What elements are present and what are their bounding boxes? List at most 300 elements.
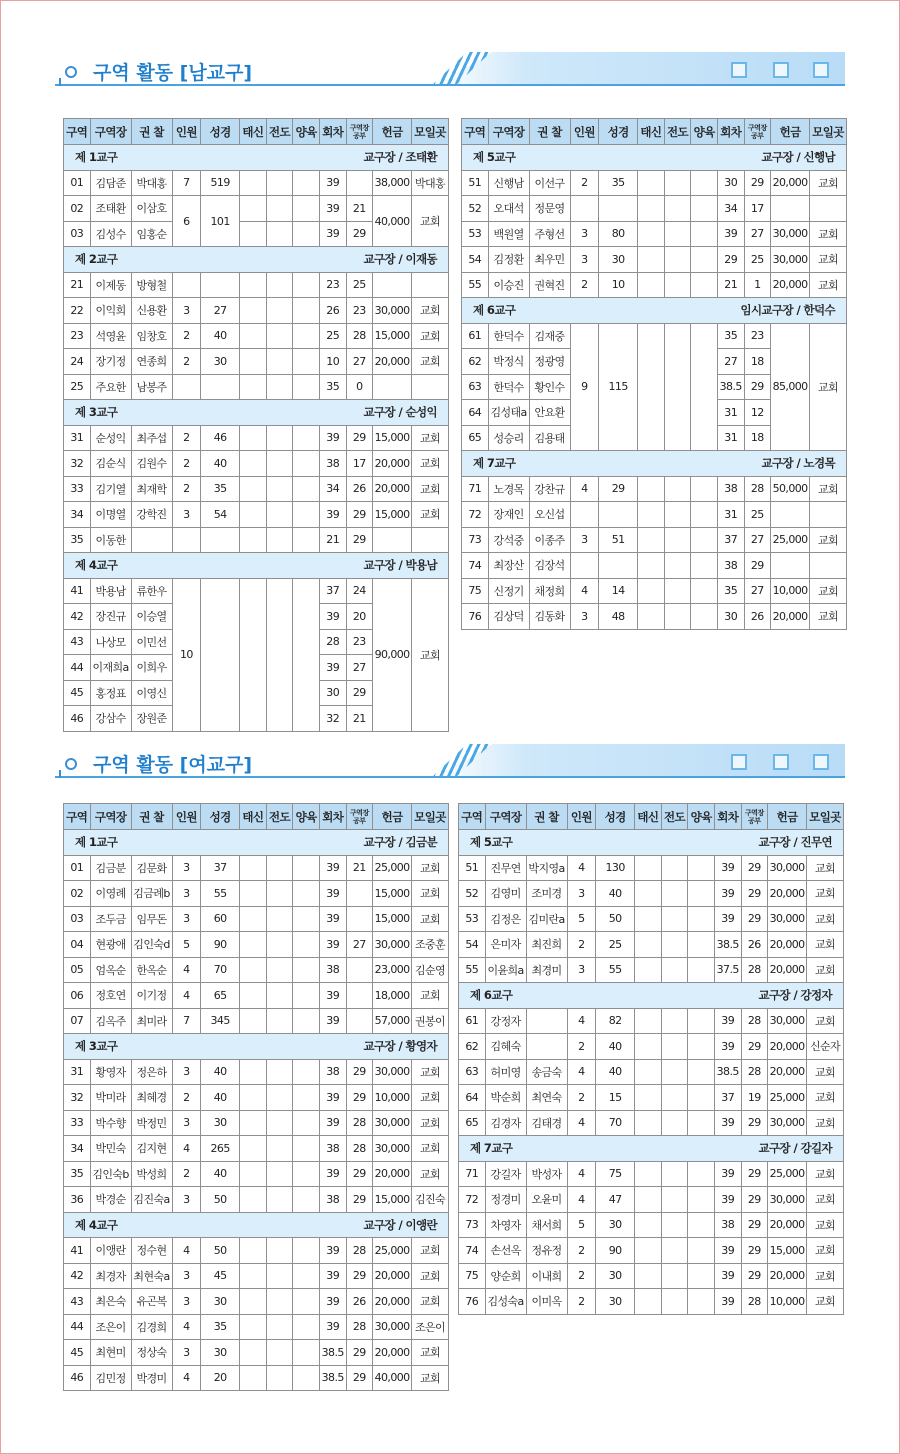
cell-helper: 안요환 <box>529 400 570 426</box>
table-row <box>64 196 449 222</box>
cell-bible: 40 <box>201 451 240 477</box>
cell-leader-study: 29 <box>741 906 768 932</box>
cell-district-no: 64 <box>462 400 489 426</box>
cell-members: 2 <box>172 323 201 349</box>
cell-leader: 조태환 <box>90 196 131 222</box>
cell-leader-study: 19 <box>741 1085 768 1111</box>
cell-evangelism <box>266 1289 293 1315</box>
cell-leader: 박민숙 <box>90 1136 131 1162</box>
cell-offering: 10,000 <box>771 578 810 604</box>
cell-helper: 임창호 <box>131 323 172 349</box>
cell-evangelism <box>661 932 688 958</box>
cell-leader-study: 17 <box>744 196 771 222</box>
column-header-sessions: 회차 <box>717 119 744 145</box>
cell-sessions: 39 <box>319 1314 346 1340</box>
cell-leader: 주요한 <box>90 374 131 400</box>
cell-sessions: 38 <box>319 1059 346 1085</box>
cell-bible <box>201 374 240 400</box>
cell-helper: 정은하 <box>131 1059 172 1085</box>
cell-evangelism <box>266 425 293 451</box>
table-row <box>462 247 847 273</box>
cell-leader: 박수향 <box>90 1110 131 1136</box>
cell-nurture <box>293 221 320 247</box>
column-header-sessions: 회차 <box>319 804 346 830</box>
cell-bible: 30 <box>201 349 240 375</box>
cell-offering: 20,000 <box>771 272 810 298</box>
cell-bible <box>599 502 638 528</box>
cell-leader: 백원열 <box>488 221 529 247</box>
cell-taesin <box>240 527 267 553</box>
cell-sessions: 39 <box>714 855 741 881</box>
group-cell <box>64 1034 449 1060</box>
cell-district-no: 31 <box>64 425 91 451</box>
cell-helper: 김태경 <box>526 1110 567 1136</box>
group-cell <box>459 830 844 856</box>
cell-taesin <box>240 957 267 983</box>
cell-sessions: 39 <box>714 881 741 907</box>
cell-offering: 20,000 <box>373 1289 412 1315</box>
cell-leader-study: 29 <box>744 170 771 196</box>
cell-members: 3 <box>172 1187 201 1213</box>
cell-leader: 이윤희a <box>485 957 526 983</box>
group-name: 제 4교구 <box>75 558 118 573</box>
column-header-district-no: 구역 <box>462 119 489 145</box>
cell-taesin <box>240 374 267 400</box>
table-row <box>64 1059 449 1085</box>
square-icon <box>813 754 829 770</box>
cell-district-no: 35 <box>64 1161 91 1187</box>
cell-members: 2 <box>570 272 599 298</box>
cell-meeting-place: 교회 <box>810 247 847 273</box>
cell-taesin <box>638 196 665 222</box>
cell-leader-study: 27 <box>744 527 771 553</box>
cell-district-no: 74 <box>462 553 489 579</box>
cell-meeting-place: 교회 <box>810 272 847 298</box>
group-cell <box>64 553 449 579</box>
cell-leader: 조은이 <box>90 1314 131 1340</box>
cell-district-no: 44 <box>64 655 91 681</box>
column-header-nurture: 양육 <box>688 804 715 830</box>
cell-sessions: 10 <box>319 349 346 375</box>
cell-district-no: 51 <box>462 170 489 196</box>
cell-district-no: 62 <box>462 349 489 375</box>
table-row <box>64 1110 449 1136</box>
cell-offering: 30,000 <box>771 221 810 247</box>
cell-bible: 40 <box>596 1059 635 1085</box>
cell-nurture <box>293 323 320 349</box>
cell-bible: 50 <box>596 906 635 932</box>
cell-leader: 김경자 <box>485 1110 526 1136</box>
cell-district-no: 45 <box>64 1340 91 1366</box>
cell-meeting-place: 교회 <box>810 170 847 196</box>
cell-meeting-place: 교회 <box>412 1110 449 1136</box>
cell-leader-study: 18 <box>744 349 771 375</box>
cell-helper: 조미경 <box>526 881 567 907</box>
district-table-men-left <box>63 118 449 732</box>
table-row <box>64 1161 449 1187</box>
table-row <box>64 502 449 528</box>
cell-offering: 30,000 <box>373 298 412 324</box>
cell-bible: 30 <box>201 1340 240 1366</box>
cell-leader: 조두금 <box>90 906 131 932</box>
cell-leader: 김민정 <box>90 1365 131 1391</box>
cell-nurture <box>293 298 320 324</box>
cell-district-no: 45 <box>64 680 91 706</box>
cell-meeting-place: 교회 <box>412 1340 449 1366</box>
cell-evangelism <box>664 604 691 630</box>
cell-sessions: 38.5 <box>714 1059 741 1085</box>
cell-leader: 이승진 <box>488 272 529 298</box>
cell-taesin <box>240 451 267 477</box>
cell-leader-study: 28 <box>741 1059 768 1085</box>
square-icon <box>773 62 789 78</box>
group-name: 제 6교구 <box>470 988 513 1003</box>
group-cell <box>64 145 449 171</box>
column-header-evangelism: 전도 <box>664 119 691 145</box>
group-name: 제 1교구 <box>75 835 118 850</box>
column-header-taesin: 태신 <box>240 119 267 145</box>
cell-evangelism <box>661 906 688 932</box>
cell-nurture <box>293 170 320 196</box>
cell-district-no: 01 <box>64 170 91 196</box>
cell-members: 3 <box>172 1340 201 1366</box>
cell-meeting-place: 교회 <box>807 1289 844 1315</box>
cell-meeting-place: 교회 <box>412 1263 449 1289</box>
district-table-women-right <box>458 803 844 1315</box>
cell-sessions: 38.5 <box>319 1365 346 1391</box>
cell-sessions: 30 <box>717 170 744 196</box>
cell-helper: 김용태 <box>529 425 570 451</box>
cell-leader: 신행남 <box>488 170 529 196</box>
cell-sessions: 39 <box>319 906 346 932</box>
cell-evangelism <box>266 578 293 731</box>
cell-district-no: 53 <box>459 906 486 932</box>
cell-helper: 이기정 <box>131 983 172 1009</box>
district-table-men-right <box>461 118 847 630</box>
column-header-members: 인원 <box>172 804 201 830</box>
group-leader: 교구장 / 노경목 <box>761 456 835 471</box>
cell-leader: 이제동 <box>90 272 131 298</box>
cell-members: 2 <box>567 1263 596 1289</box>
cell-taesin <box>240 476 267 502</box>
cell-members: 4 <box>172 1365 201 1391</box>
cell-offering: 85,000 <box>771 323 810 451</box>
cell-meeting-place: 조은이 <box>412 1314 449 1340</box>
cell-nurture <box>691 272 718 298</box>
cell-taesin <box>240 272 267 298</box>
cell-leader-study: 1 <box>744 272 771 298</box>
cell-helper: 권혁진 <box>529 272 570 298</box>
cell-leader: 김혜숙 <box>485 1034 526 1060</box>
cell-members: 3 <box>172 298 201 324</box>
cell-nurture <box>293 374 320 400</box>
cell-meeting-place <box>810 502 847 528</box>
cell-sessions: 35 <box>717 578 744 604</box>
district-group-header <box>462 451 847 477</box>
cell-offering: 15,000 <box>373 881 412 907</box>
cell-taesin <box>635 1085 662 1111</box>
cell-taesin <box>638 323 665 451</box>
cell-offering: 20,000 <box>771 170 810 196</box>
cell-nurture <box>293 502 320 528</box>
cell-district-no: 42 <box>64 604 91 630</box>
cell-evangelism <box>266 221 293 247</box>
cell-offering: 30,000 <box>373 1136 412 1162</box>
cell-sessions: 37 <box>319 578 346 604</box>
cell-leader-study: 28 <box>346 1110 373 1136</box>
cell-sessions: 39 <box>319 1110 346 1136</box>
cell-members: 3 <box>567 957 596 983</box>
cell-offering: 10,000 <box>373 1085 412 1111</box>
cell-offering: 30,000 <box>373 1314 412 1340</box>
column-header-taesin: 태신 <box>638 119 665 145</box>
cell-leader: 박미라 <box>90 1085 131 1111</box>
group-name: 제 5교구 <box>470 835 513 850</box>
table-row <box>64 170 449 196</box>
cell-taesin <box>635 1008 662 1034</box>
cell-sessions: 32 <box>319 706 346 732</box>
cell-bible: 35 <box>201 476 240 502</box>
group-leader: 임시교구장 / 한덕수 <box>740 303 835 318</box>
section-title: 구역 활동 [여교구] <box>93 754 253 776</box>
cell-offering: 30,000 <box>768 1187 807 1213</box>
cell-members: 7 <box>172 1008 201 1034</box>
cell-evangelism <box>266 881 293 907</box>
group-cell <box>459 1136 844 1162</box>
group-leader: 교구장 / 이앵란 <box>363 1217 437 1232</box>
cell-bible: 90 <box>201 932 240 958</box>
cell-meeting-place: 교회 <box>807 1187 844 1213</box>
cell-nurture <box>688 932 715 958</box>
cell-district-no: 46 <box>64 1365 91 1391</box>
cell-evangelism <box>661 957 688 983</box>
cell-district-no: 34 <box>64 1136 91 1162</box>
cell-sessions: 39 <box>319 502 346 528</box>
cell-leader-study: 25 <box>744 502 771 528</box>
cell-nurture <box>293 1340 320 1366</box>
cell-leader-study: 27 <box>346 349 373 375</box>
cell-offering: 20,000 <box>373 1340 412 1366</box>
table-row <box>459 1034 844 1060</box>
cell-evangelism <box>664 272 691 298</box>
cell-evangelism <box>664 170 691 196</box>
cell-offering: 25,000 <box>373 1238 412 1264</box>
cell-members: 2 <box>567 1289 596 1315</box>
cell-bible: 55 <box>596 957 635 983</box>
cell-leader-study <box>346 957 373 983</box>
cell-district-no: 43 <box>64 629 91 655</box>
cell-meeting-place: 교회 <box>412 502 449 528</box>
cell-leader: 이익희 <box>90 298 131 324</box>
cell-helper: 오신섭 <box>529 502 570 528</box>
cell-leader-study: 27 <box>744 578 771 604</box>
cell-members: 5 <box>567 906 596 932</box>
cell-taesin <box>240 323 267 349</box>
cell-leader: 장기정 <box>90 349 131 375</box>
cell-nurture <box>688 855 715 881</box>
table-row <box>64 298 449 324</box>
cell-helper: 한옥순 <box>131 957 172 983</box>
cell-leader: 현광애 <box>90 932 131 958</box>
cell-sessions: 39 <box>319 1238 346 1264</box>
cell-leader-study: 29 <box>744 553 771 579</box>
cell-offering: 40,000 <box>373 196 412 247</box>
cell-meeting-place: 교회 <box>810 323 847 451</box>
cell-offering: 20,000 <box>373 1161 412 1187</box>
cell-nurture <box>688 881 715 907</box>
cell-meeting-place: 교회 <box>810 578 847 604</box>
cell-helper: 정광영 <box>529 349 570 375</box>
cell-district-no: 02 <box>64 881 91 907</box>
cell-helper: 최진희 <box>526 932 567 958</box>
cell-evangelism <box>664 553 691 579</box>
cell-meeting-place: 교회 <box>412 1059 449 1085</box>
cell-leader-study: 17 <box>346 451 373 477</box>
cell-leader: 정경미 <box>485 1187 526 1213</box>
cell-district-no: 33 <box>64 476 91 502</box>
cell-sessions: 31 <box>717 425 744 451</box>
cell-members: 4 <box>172 983 201 1009</box>
cell-district-no: 41 <box>64 1238 91 1264</box>
cell-leader: 성승리 <box>488 425 529 451</box>
cell-bible: 15 <box>596 1085 635 1111</box>
cell-district-no: 52 <box>459 881 486 907</box>
cell-nurture <box>688 906 715 932</box>
cell-members: 2 <box>172 1161 201 1187</box>
table-row <box>459 1263 844 1289</box>
cell-district-no: 55 <box>462 272 489 298</box>
cell-taesin <box>240 983 267 1009</box>
cell-bible: 46 <box>201 425 240 451</box>
table-row <box>64 1008 449 1034</box>
cell-meeting-place: 교회 <box>807 1110 844 1136</box>
cell-district-no: 63 <box>462 374 489 400</box>
cell-bible: 65 <box>201 983 240 1009</box>
table-row <box>64 1263 449 1289</box>
cell-sessions: 39 <box>319 425 346 451</box>
table-row <box>64 1289 449 1315</box>
table-row <box>459 1110 844 1136</box>
cell-meeting-place: 교회 <box>807 1161 844 1187</box>
cell-offering: 30,000 <box>373 932 412 958</box>
cell-sessions: 39 <box>714 1238 741 1264</box>
cell-leader: 김성태a <box>488 400 529 426</box>
table-row <box>64 1187 449 1213</box>
cell-leader: 양순희 <box>485 1263 526 1289</box>
cell-helper: 이영신 <box>131 680 172 706</box>
cell-taesin <box>635 1059 662 1085</box>
group-cell <box>462 298 847 324</box>
cell-district-no: 52 <box>462 196 489 222</box>
cell-members: 2 <box>570 170 599 196</box>
table-row <box>459 1161 844 1187</box>
cell-helper: 김장석 <box>529 553 570 579</box>
cell-bible <box>599 196 638 222</box>
cell-leader: 강길자 <box>485 1161 526 1187</box>
cell-members: 4 <box>567 1008 596 1034</box>
cell-leader-study: 24 <box>346 578 373 604</box>
cell-nurture <box>691 196 718 222</box>
column-header-leader: 구역장 <box>488 119 529 145</box>
cell-leader-study <box>346 881 373 907</box>
cell-evangelism <box>664 323 691 451</box>
cell-members: 4 <box>567 1161 596 1187</box>
table-row <box>462 527 847 553</box>
column-header-leader: 구역장 <box>90 119 131 145</box>
cell-district-no: 03 <box>64 221 91 247</box>
cell-bible: 50 <box>201 1238 240 1264</box>
cell-sessions: 38 <box>714 1212 741 1238</box>
cell-members <box>570 196 599 222</box>
cell-nurture <box>293 957 320 983</box>
cell-evangelism <box>661 1008 688 1034</box>
cell-leader-study: 23 <box>346 629 373 655</box>
cell-helper: 이승열 <box>131 604 172 630</box>
cell-offering: 20,000 <box>373 476 412 502</box>
cell-nurture <box>293 932 320 958</box>
table-row <box>64 1365 449 1391</box>
cell-members: 10 <box>172 578 201 731</box>
cell-evangelism <box>664 578 691 604</box>
table-row <box>64 374 449 400</box>
cell-helper: 최미라 <box>131 1008 172 1034</box>
cell-members: 2 <box>567 1238 596 1264</box>
cell-leader-study: 29 <box>741 1161 768 1187</box>
cell-leader: 김담준 <box>90 170 131 196</box>
cell-sessions: 38 <box>717 476 744 502</box>
cell-members: 2 <box>172 425 201 451</box>
cell-bible: 20 <box>201 1365 240 1391</box>
cell-leader-study: 26 <box>741 932 768 958</box>
cell-members: 4 <box>567 855 596 881</box>
cell-taesin <box>635 1187 662 1213</box>
section-title: 구역 활동 [남교구] <box>93 62 253 84</box>
cell-taesin <box>240 1008 267 1034</box>
cell-leader: 김인숙b <box>90 1161 131 1187</box>
cell-evangelism <box>664 502 691 528</box>
cell-district-no: 72 <box>462 502 489 528</box>
cell-bible: 48 <box>599 604 638 630</box>
column-header-evangelism: 전도 <box>266 804 293 830</box>
cell-offering: 25,000 <box>768 1161 807 1187</box>
cell-helper: 김인숙d <box>131 932 172 958</box>
cell-meeting-place: 교회 <box>412 1289 449 1315</box>
cell-sessions: 39 <box>319 983 346 1009</box>
cell-leader-study: 29 <box>741 1212 768 1238</box>
cell-leader: 진무연 <box>485 855 526 881</box>
cell-leader-study: 29 <box>346 1365 373 1391</box>
table-row <box>64 881 449 907</box>
cell-helper: 박대홍 <box>131 170 172 196</box>
cell-members: 4 <box>567 1110 596 1136</box>
cell-leader-study <box>346 170 373 196</box>
cell-leader-study: 21 <box>346 706 373 732</box>
cell-leader: 박용남 <box>90 578 131 604</box>
cell-meeting-place: 교회 <box>807 1008 844 1034</box>
cell-helper: 최우민 <box>529 247 570 273</box>
cell-sessions: 39 <box>714 906 741 932</box>
column-header-helper: 권 찰 <box>131 119 172 145</box>
cell-members <box>570 553 599 579</box>
cell-taesin <box>240 1161 267 1187</box>
cell-evangelism <box>266 1059 293 1085</box>
cell-district-no: 64 <box>459 1085 486 1111</box>
cell-offering: 30,000 <box>771 247 810 273</box>
cell-nurture <box>691 502 718 528</box>
cell-helper: 최연숙 <box>526 1085 567 1111</box>
cell-district-no: 22 <box>64 298 91 324</box>
cell-evangelism <box>661 1085 688 1111</box>
